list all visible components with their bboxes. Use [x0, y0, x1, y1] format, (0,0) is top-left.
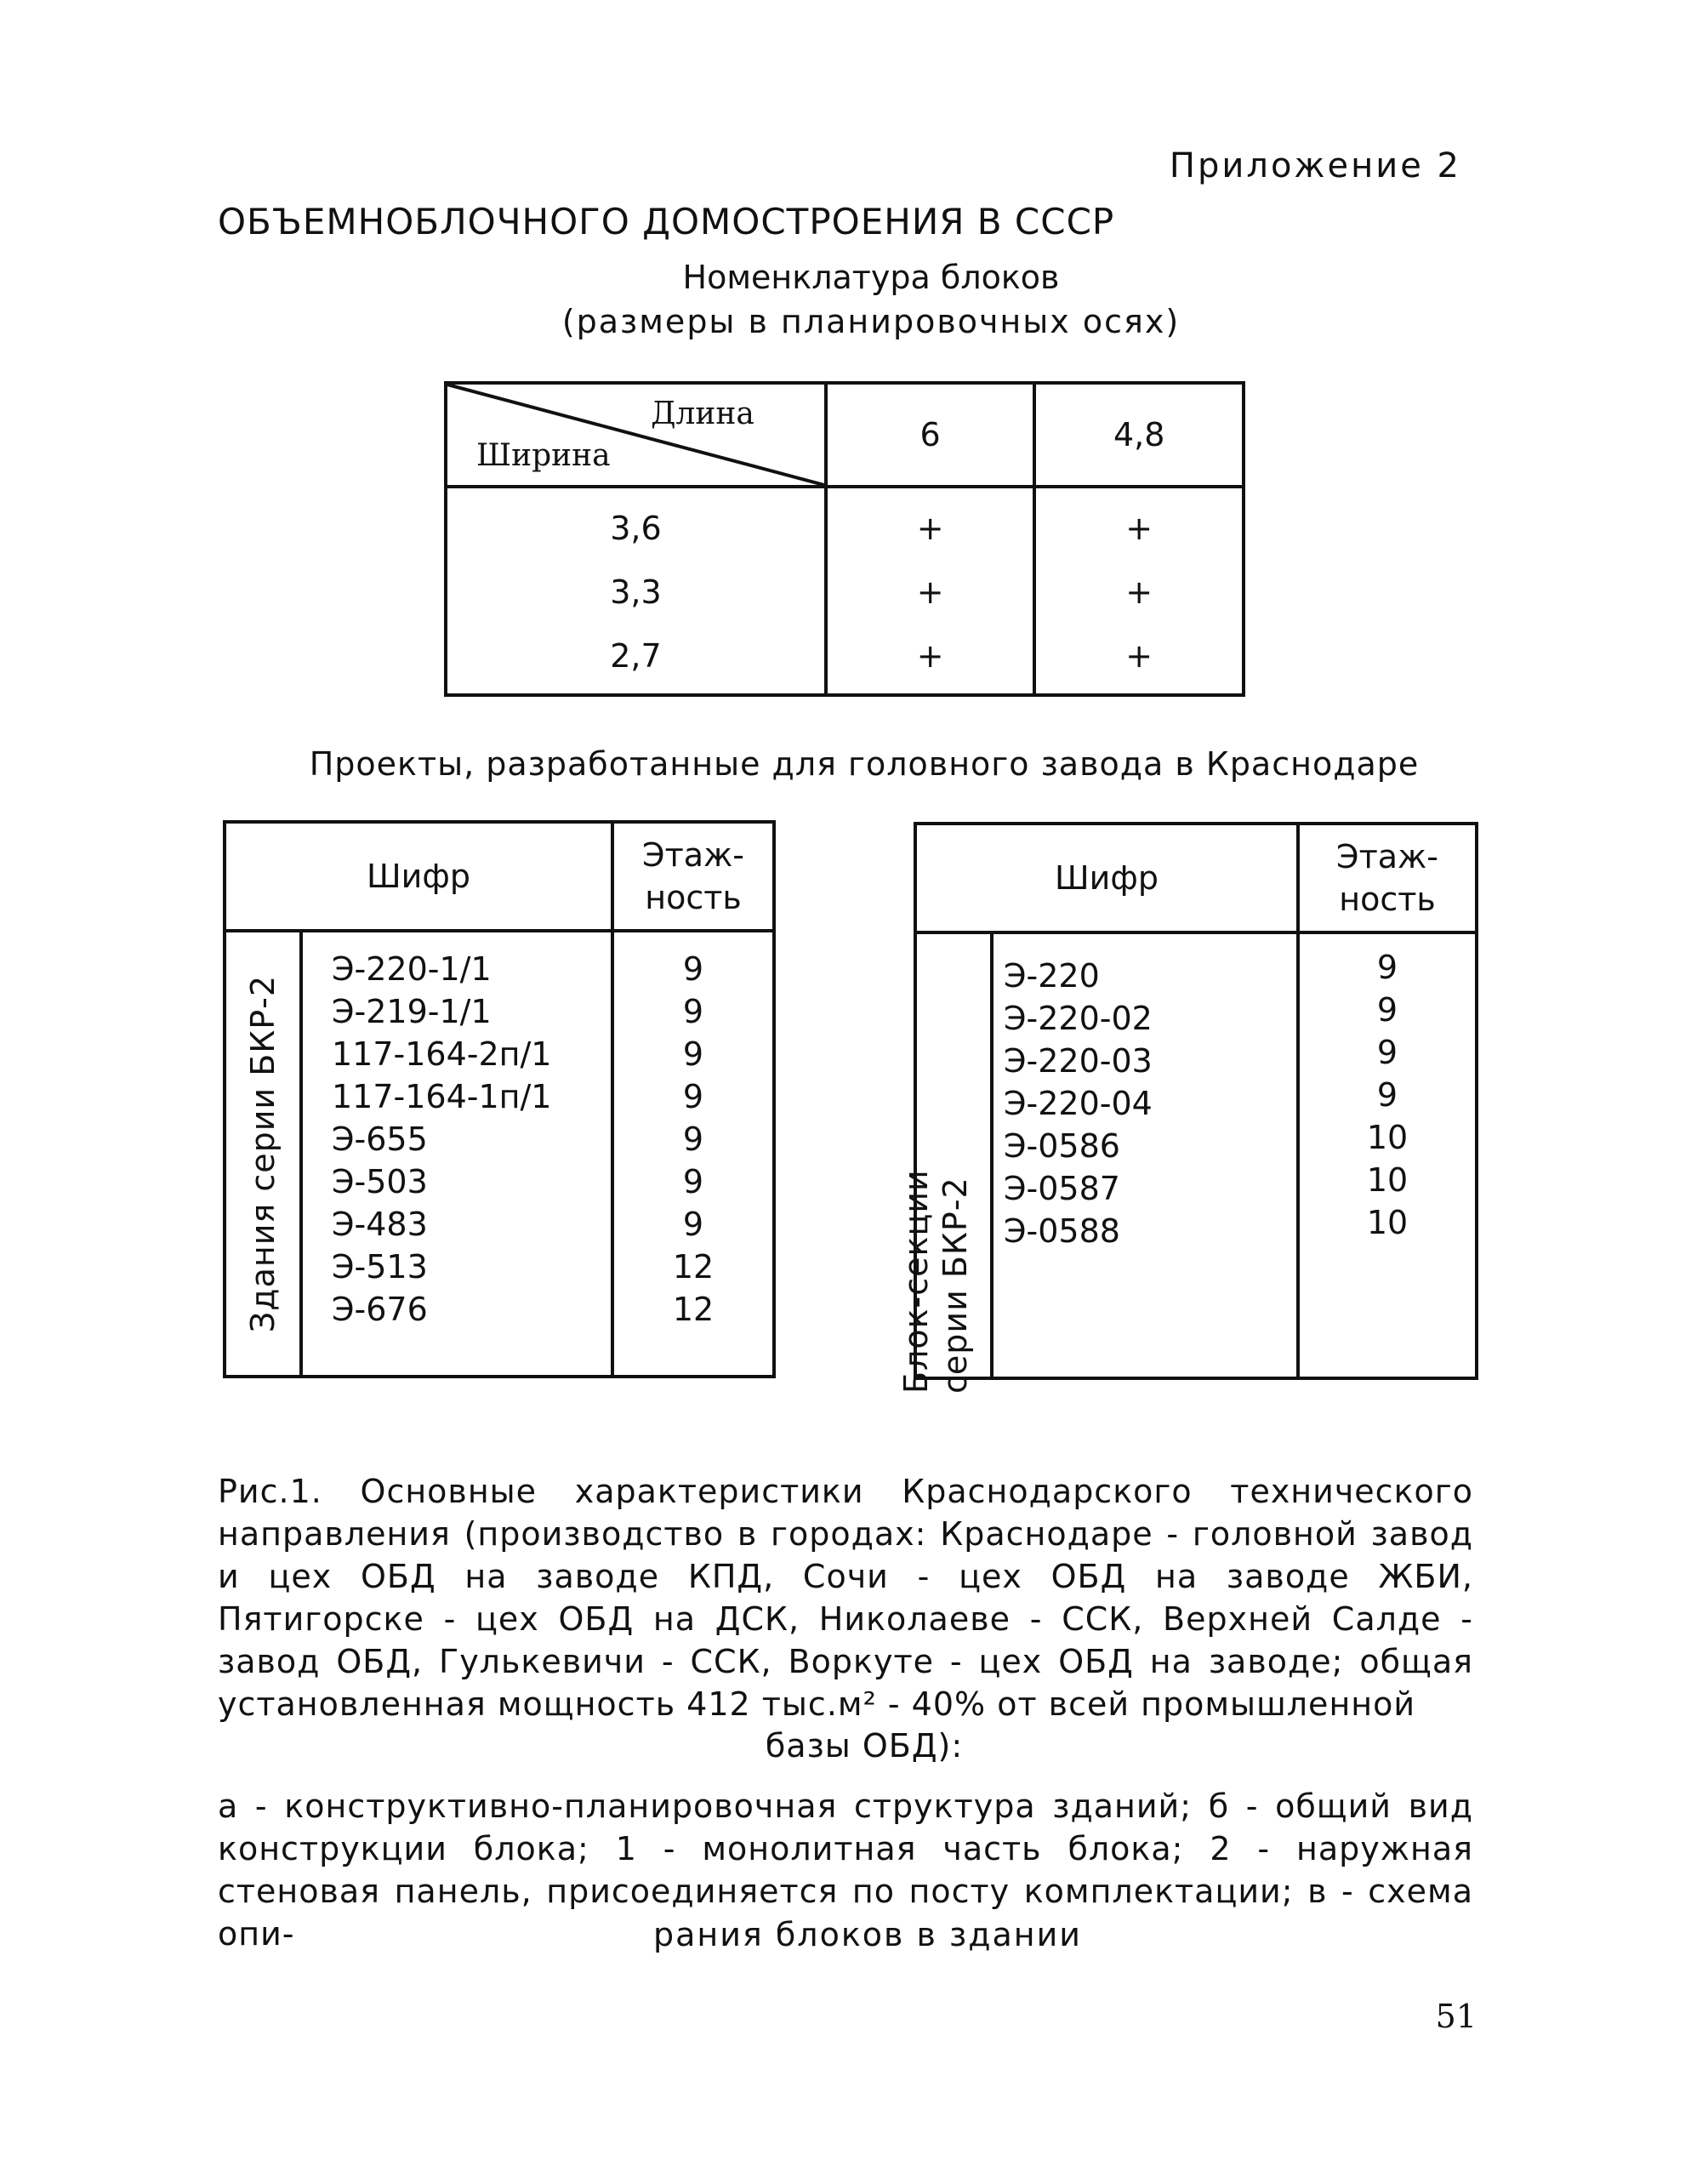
plus-mark: +	[916, 510, 944, 547]
floors-value: 10	[1366, 1119, 1409, 1156]
project-code: Э-655	[332, 1120, 428, 1158]
plus-mark: +	[1125, 637, 1153, 675]
floors-value: 9	[1376, 1034, 1398, 1071]
series-label: Здания серии БКР-2	[244, 974, 282, 1333]
floors-value: 9	[682, 1078, 704, 1115]
series-label	[897, 1169, 975, 1394]
floors-header-line2: ность	[1339, 881, 1436, 918]
project-code: Э-0587	[1004, 1170, 1120, 1207]
figure-caption-text: Основные характеристики Краснодарского технического направления (производство в городах: Краснодаре - головной завод и цех ОБД на заводе КПД, Сочи - цех ОБД на заводе ЖБИ, Пятигорске - цех ОБД на ДСК, Николаеве - ССК, Верхней Салде - завод ОБД, Гулькевичи - ССК, Воркуте - цех ОБД на заводе; общая установленная мощность 412 тыс.м² - 40% от всей промышленной	[218, 1473, 1473, 1723]
figure-legend-end: рания блоков в здании	[652, 1916, 1082, 1953]
nomenclature-title: Номенклатура блоков	[682, 259, 1060, 296]
figure-caption-end: базы ОБД):	[765, 1727, 964, 1765]
project-code: Э-676	[332, 1291, 428, 1328]
project-code: Э-220-02	[1004, 1000, 1153, 1037]
project-code: Э-0588	[1004, 1212, 1120, 1250]
projects-title: Проекты, разработанные для головного завода в Краснодаре	[309, 745, 1420, 783]
plus-mark: +	[1125, 573, 1153, 611]
floors-value: 10	[1366, 1161, 1409, 1199]
codes-column	[301, 931, 612, 1377]
project-code: Э-220	[1004, 957, 1100, 995]
project-code: Э-503	[332, 1163, 428, 1200]
length-4-8-column	[1034, 487, 1244, 695]
floors-header	[612, 822, 774, 931]
codes-column	[992, 932, 1298, 1378]
figure-label: Рис.1.	[218, 1473, 322, 1510]
width-value: 3,3	[610, 573, 662, 611]
floors-header	[1298, 824, 1477, 932]
floors-value: 9	[1376, 1076, 1398, 1114]
project-code: Э-0586	[1004, 1127, 1120, 1165]
block-sections-table	[897, 822, 1478, 1394]
floors-value: 9	[682, 1206, 704, 1243]
buildings-table	[223, 820, 776, 1378]
project-code: Э-220-04	[1004, 1085, 1153, 1122]
floors-column	[1298, 932, 1477, 1378]
floors-value: 9	[682, 1163, 704, 1200]
floors-value: 12	[672, 1291, 715, 1328]
floors-value: 10	[1366, 1204, 1409, 1241]
floors-value: 12	[672, 1248, 715, 1286]
width-value: 2,7	[610, 637, 662, 675]
plus-mark: +	[916, 637, 944, 675]
nomenclature-table	[444, 381, 1245, 697]
plus-mark: +	[916, 573, 944, 611]
floors-header-line1: Этаж-	[1336, 838, 1438, 875]
floors-value: 9	[682, 950, 704, 988]
floors-value: 9	[682, 1035, 704, 1073]
width-column	[446, 487, 826, 695]
project-code: Э-219-1/1	[332, 993, 492, 1030]
floors-value: 9	[1376, 991, 1398, 1029]
page-header-title: ОБЪЕМНОБЛОЧНОГО ДОМОСТРОЕНИЯ В СССР	[218, 201, 1115, 242]
project-code: 117-164-1п/1	[332, 1078, 552, 1115]
length-6-column	[826, 487, 1035, 695]
page-number: 51	[1435, 1998, 1477, 2035]
project-code: Э-220-1/1	[332, 950, 492, 988]
floors-header-line2: ность	[645, 879, 742, 916]
corner-length-label: Длина	[651, 396, 754, 431]
nomenclature-subtitle: (размеры в планировочных осях)	[561, 303, 1181, 340]
project-code: Э-483	[332, 1206, 428, 1243]
width-value: 3,6	[610, 510, 662, 547]
cipher-header: Шифр	[915, 824, 1298, 932]
figure-caption	[218, 1470, 1473, 1725]
project-code: Э-513	[332, 1248, 428, 1286]
corner-width-label: Ширина	[476, 438, 611, 473]
diagonal-header-cell	[446, 383, 826, 487]
col-header-6: 6	[826, 383, 1035, 487]
project-code: Э-220-03	[1004, 1042, 1153, 1080]
floors-value: 9	[682, 1120, 704, 1158]
series-cell	[897, 932, 992, 1394]
series-label-line1: Блок-секции	[897, 1169, 935, 1394]
appendix-label: Приложение 2	[1169, 146, 1461, 185]
floors-header-line1: Этаж-	[642, 836, 744, 874]
series-cell	[225, 931, 301, 1377]
plus-mark: +	[1125, 510, 1153, 547]
project-code: 117-164-2п/1	[332, 1035, 552, 1073]
col-header-4-8: 4,8	[1034, 383, 1244, 487]
cipher-header: Шифр	[225, 822, 612, 931]
floors-column	[612, 931, 774, 1377]
floors-value: 9	[682, 993, 704, 1030]
series-label-line2: серии БКР-2	[937, 1177, 974, 1394]
floors-value: 9	[1376, 949, 1398, 986]
figure-legend: а - конструктивно-планировочная структура зданий; б - общий вид конструкции блока; 1 - монолитная часть блока; 2 - наружная стеновая панель, присоединяется по посту комплектации; в - схема опи-	[218, 1788, 1473, 1953]
